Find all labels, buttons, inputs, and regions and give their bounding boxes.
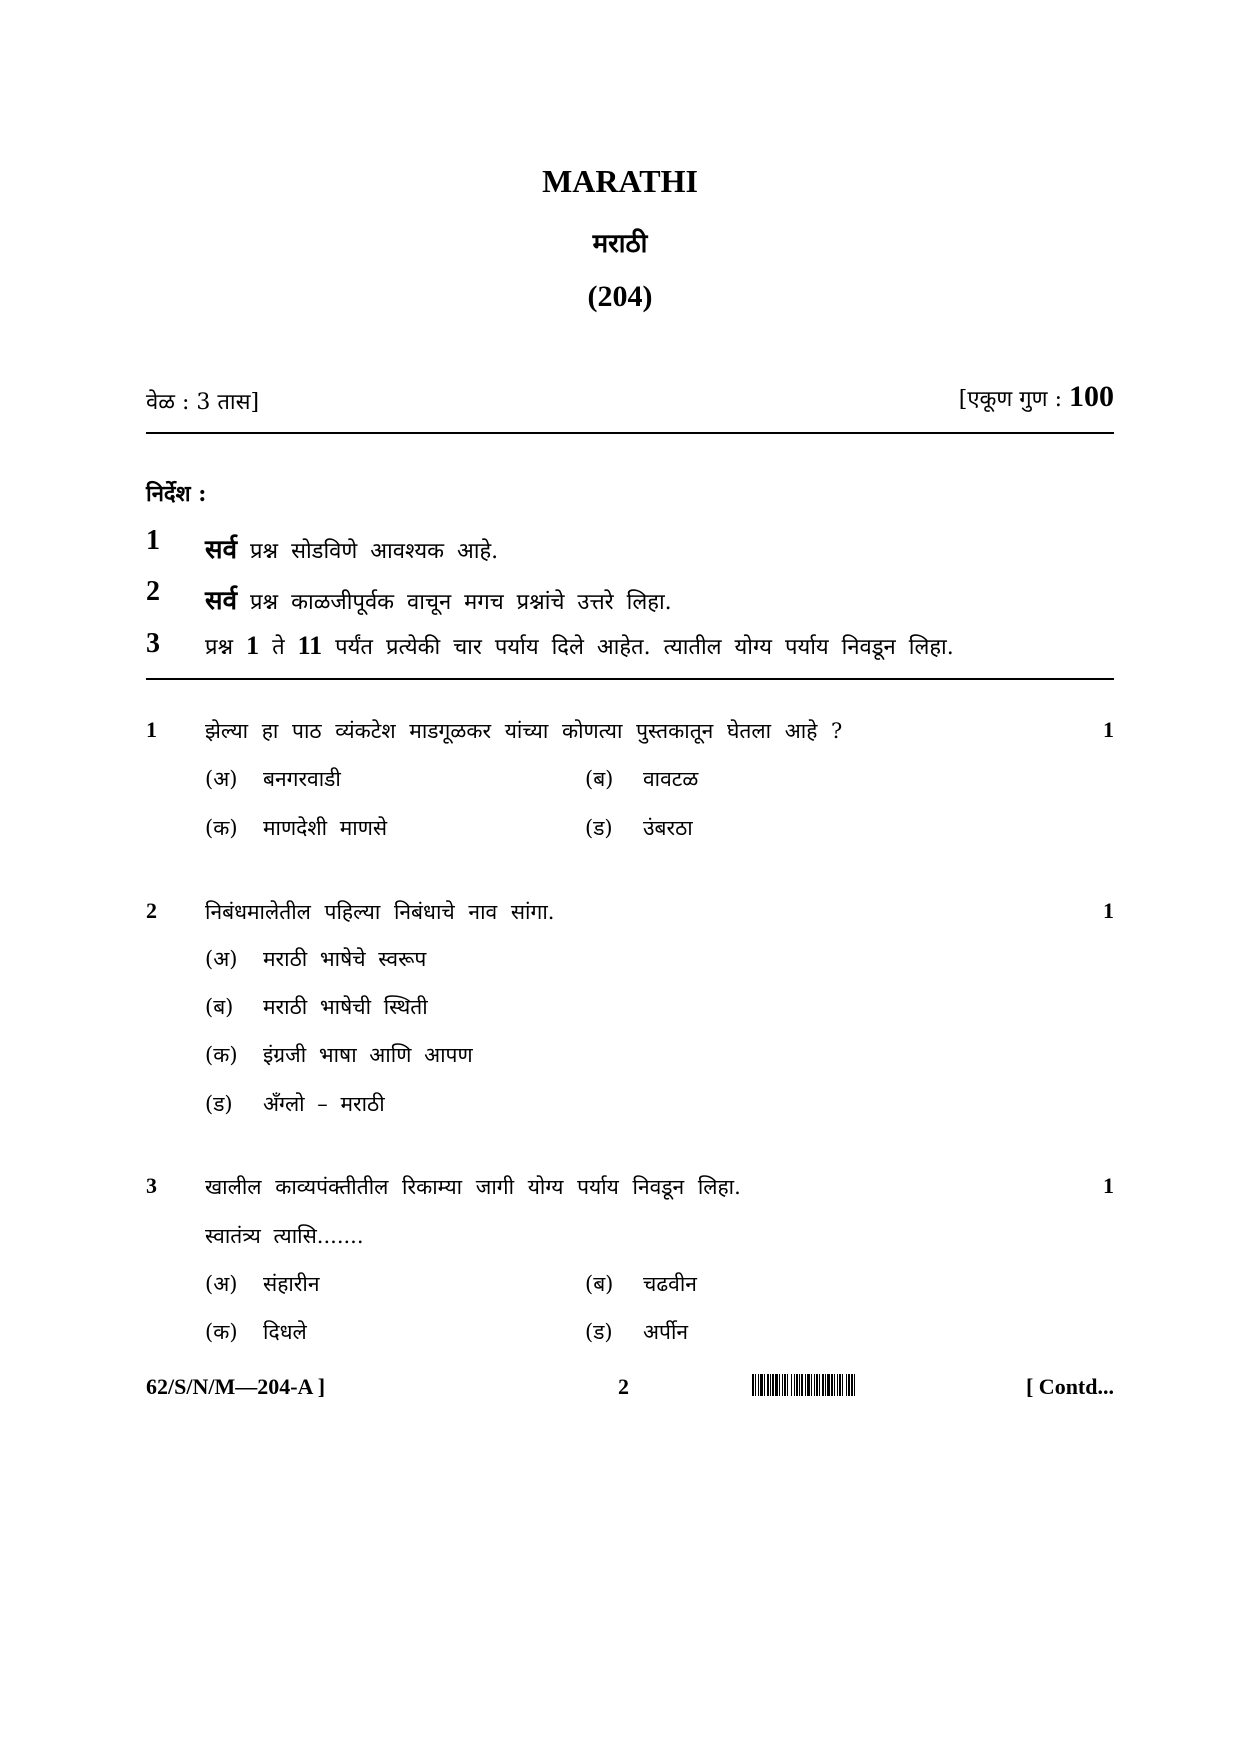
instruction-text xyxy=(205,530,498,566)
instruction-number: 2 xyxy=(146,576,160,607)
option-text: मराठी भाषेची स्थिती xyxy=(263,995,428,1019)
instruction-bold: सर्व xyxy=(205,586,238,615)
option-d xyxy=(205,1090,385,1118)
option-label: (अ) xyxy=(205,947,238,971)
option-label: (ब) xyxy=(585,767,614,791)
question-marks: 1 xyxy=(1103,717,1114,742)
option-label: (क) xyxy=(205,1320,238,1344)
page-subtitle: मराठी xyxy=(592,229,648,259)
option-text: माणदेशी माणसे xyxy=(263,816,388,840)
question-number: 2 xyxy=(146,898,157,923)
instruction-rest: प्रश्न सोडविणे आवश्यक आहे. xyxy=(237,539,499,564)
question-marks: 1 xyxy=(1103,898,1114,923)
time-label: वेळ : 3 तास] xyxy=(146,390,260,415)
instruction-text xyxy=(205,581,672,617)
instructions-heading: निर्देश : xyxy=(146,481,207,507)
option-text: उंबरठा xyxy=(643,816,693,840)
instruction-part: पर्यंत प्रत्येकी चार पर्याय दिले आहेत. त्यातील योग्य पर्याय निवडून लिहा. xyxy=(322,635,954,660)
barcode-icon xyxy=(752,1374,988,1396)
instructions-divider xyxy=(146,678,1114,680)
header-divider xyxy=(146,432,1114,434)
option-label: (क) xyxy=(205,816,238,840)
footer-code: 62/S/N/M—204-A ] xyxy=(146,1374,326,1399)
total-marks xyxy=(959,380,1114,414)
option-text: मराठी भाषेचे स्वरूप xyxy=(263,947,427,971)
option-text: अर्पीन xyxy=(643,1320,689,1344)
option-text: वावटळ xyxy=(643,767,699,791)
option-a xyxy=(205,1270,319,1298)
total-marks-value: 100 xyxy=(1069,380,1114,413)
option-text: संहारीन xyxy=(263,1272,320,1296)
instruction-bold: 11 xyxy=(297,631,323,660)
option-a xyxy=(205,945,426,973)
contd-label: [ Contd... xyxy=(1025,1374,1114,1399)
question-text: खालील काव्यपंक्तीतील रिकाम्या जागी योग्य पर्याय निवडून लिहा. xyxy=(205,1175,741,1199)
option-text: बनगरवाडी xyxy=(263,767,341,791)
instruction-rest: प्रश्न काळजीपूर्वक वाचून मगच प्रश्नांचे उत्तरे लिहा. xyxy=(237,590,672,615)
question-text: झेल्या हा पाठ व्यंकटेश माडगूळकर यांच्या कोणत्या पुस्तकातून घेतला आहे ? xyxy=(205,719,843,743)
option-label: (अ) xyxy=(205,1272,238,1296)
question-marks: 1 xyxy=(1103,1173,1114,1198)
option-label: (ब) xyxy=(205,995,234,1019)
option-c xyxy=(205,1041,473,1069)
poem-line: स्वातंत्र्य त्यासि....... xyxy=(205,1224,364,1248)
option-label: (ड) xyxy=(205,1092,233,1116)
instruction-number: 3 xyxy=(146,628,160,659)
option-label: (ड) xyxy=(585,1320,613,1344)
option-d xyxy=(585,814,693,842)
option-a xyxy=(205,765,341,793)
option-b xyxy=(585,1270,697,1298)
question-text: निबंधमालेतील पहिल्या निबंधाचे नाव सांगा. xyxy=(205,900,555,924)
page-number: 2 xyxy=(618,1374,629,1399)
instruction-number: 1 xyxy=(146,525,160,556)
option-c xyxy=(205,814,387,842)
option-text: दिधले xyxy=(263,1320,307,1344)
option-text: चढवीन xyxy=(643,1272,697,1296)
instruction-part: ते xyxy=(259,635,298,660)
option-c xyxy=(205,1318,307,1346)
paper-code: (204) xyxy=(587,280,653,313)
instruction-text xyxy=(205,631,954,661)
instruction-bold: 1 xyxy=(246,631,260,660)
question-number: 1 xyxy=(146,717,157,742)
instruction-part: प्रश्न xyxy=(205,635,247,660)
instruction-bold: सर्व xyxy=(205,535,238,564)
option-label: (अ) xyxy=(205,767,238,791)
option-text: अँग्लो – मराठी xyxy=(263,1092,385,1116)
option-label: (ब) xyxy=(585,1272,614,1296)
option-label: (ड) xyxy=(585,816,613,840)
question-number: 3 xyxy=(146,1173,157,1198)
total-marks-label: [एकूण गुण : xyxy=(958,387,1062,412)
option-b xyxy=(205,993,428,1021)
page-title: MARATHI xyxy=(542,163,698,199)
option-label: (क) xyxy=(205,1043,238,1067)
option-d xyxy=(585,1318,688,1346)
option-b xyxy=(585,765,698,793)
option-text: इंग्रजी भाषा आणि आपण xyxy=(263,1043,473,1067)
